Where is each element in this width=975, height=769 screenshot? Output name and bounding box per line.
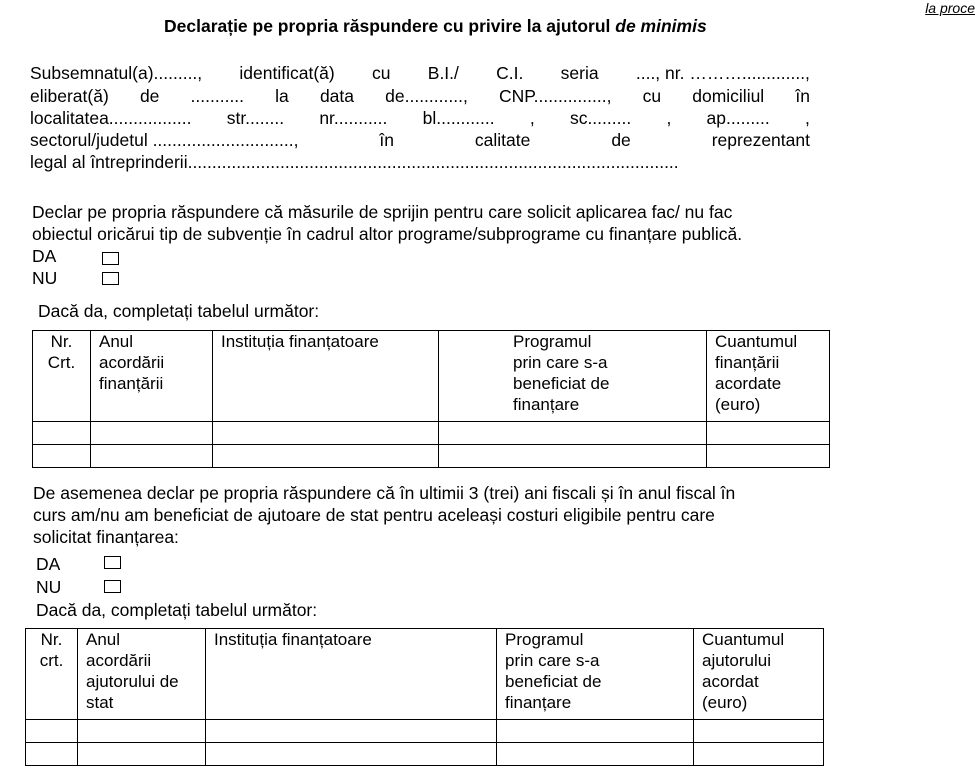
header-anul-acordarii (91, 331, 213, 422)
table-cell[interactable] (91, 445, 213, 468)
table-cell[interactable] (497, 720, 694, 743)
section2-option-nu-label: NU (36, 577, 62, 597)
word: C.I. (496, 63, 524, 83)
header-line: Nr. (40, 630, 63, 649)
table-cell[interactable] (78, 720, 206, 743)
section2-statement-line-3: solicitat finanțarea: (33, 527, 179, 547)
section2-nu-checkbox[interactable] (104, 580, 121, 593)
word: în (795, 86, 810, 106)
identity-line-1 (30, 63, 810, 84)
table-cell[interactable] (206, 720, 497, 743)
section2-statement-line-1: De asemenea declar pe propria răspundere că în ultimii 3 (trei) ani fiscali și în anul fiscal în (33, 483, 736, 503)
section1-statement-line-1: Declar pe propria răspundere că măsurile de sprijin pentru care solicit aplicarea fac/ nu fac (32, 202, 733, 222)
word: bl............ (422, 108, 495, 128)
document-title (164, 16, 707, 37)
header-line: acordat (702, 672, 759, 691)
table-row (26, 720, 824, 743)
section1-funding-table (32, 330, 830, 468)
section2-statement-line-2: curs am/nu am beneficiat de ajutoare de stat pentru aceleași costuri eligibile pentru care (33, 505, 715, 525)
word: ...., nr. ………............., (635, 63, 810, 83)
header-line: Instituția finanțatoare (214, 630, 372, 649)
section1-nu-checkbox[interactable] (102, 272, 119, 285)
table-cell[interactable] (33, 445, 91, 468)
header-institutia-finantatoare (206, 629, 497, 720)
word: localitatea................. (30, 108, 192, 128)
word: , (529, 108, 535, 128)
word: de (139, 86, 160, 106)
word: seria (560, 63, 599, 83)
table-header-row (26, 629, 824, 720)
word: de (611, 130, 631, 150)
table-cell[interactable] (439, 422, 707, 445)
table-cell[interactable] (33, 422, 91, 445)
section1-table-intro: Dacă da, completați tabelul următor: (38, 301, 320, 321)
header-line: finanțare (505, 693, 572, 712)
section2-da-checkbox[interactable] (104, 556, 121, 569)
header-line: (euro) (702, 693, 748, 712)
header-line: acordării (99, 353, 165, 372)
word: , (805, 108, 810, 128)
header-line: acordării (86, 651, 152, 670)
section2-state-aid-table (25, 628, 824, 766)
word: cu (642, 86, 662, 106)
word: sectorul/judetul ............................., (30, 130, 299, 150)
header-line: acordate (715, 374, 782, 393)
header-line: finanțării (715, 353, 780, 372)
header-line: ajutorului de (86, 672, 179, 691)
header-anul-acordarii (78, 629, 206, 720)
header-line: ajutorului (702, 651, 771, 670)
header-cuantumul (707, 331, 830, 422)
table-cell[interactable] (707, 445, 830, 468)
word: sc......... (569, 108, 632, 128)
word: în (379, 130, 394, 150)
section1-da-checkbox[interactable] (102, 252, 119, 265)
header-line: prin care s-a (505, 651, 600, 670)
header-line: finanțării (99, 374, 164, 393)
header-line: Programul (505, 630, 584, 649)
header-line: crt. (39, 651, 64, 670)
table-cell[interactable] (26, 720, 78, 743)
table-cell[interactable] (694, 743, 824, 766)
identity-line-3 (30, 108, 810, 129)
header-line: Cuantumul (702, 630, 785, 649)
section2-option-da-label: DA (36, 554, 61, 574)
header-line: stat (86, 693, 114, 712)
word: de............, (385, 86, 468, 106)
word: B.I./ (427, 63, 459, 83)
identity-line-4 (30, 130, 810, 151)
header-line: finanțare (513, 395, 580, 414)
header-programul (497, 629, 694, 720)
word: la (275, 86, 289, 106)
table-cell[interactable] (26, 743, 78, 766)
table-cell[interactable] (78, 743, 206, 766)
section1-statement-line-2: obiectul oricărui tip de subvenție în cadrul altor programe/subprograme cu finanțare publică. (32, 224, 743, 244)
table-cell[interactable] (497, 743, 694, 766)
word: cu (372, 63, 391, 83)
header-nr-crt (26, 629, 78, 720)
section1-option-da-label: DA (32, 246, 57, 266)
header-line: beneficiat de (505, 672, 602, 691)
word: , (666, 108, 672, 128)
word: data (319, 86, 354, 106)
table-cell[interactable] (694, 720, 824, 743)
identity-line-5: legal al întreprinderii..................................................................................................... (30, 152, 679, 172)
word: calitate (474, 130, 531, 150)
word: identificat(ă) (239, 63, 335, 83)
title-italic-text: de minimis (615, 16, 707, 36)
table-cell[interactable] (213, 422, 439, 445)
header-line: Cuantumul (715, 332, 798, 351)
table-row (26, 743, 824, 766)
header-cuantumul (694, 629, 824, 720)
title-text: Declarație pe propria răspundere cu privire la ajutorul (164, 16, 616, 36)
section2-table-intro: Dacă da, completați tabelul următor: (36, 600, 318, 620)
corner-link[interactable]: la proce (925, 0, 975, 16)
table-cell[interactable] (213, 445, 439, 468)
header-line: prin care s-a (513, 353, 608, 372)
header-line: Anul (99, 332, 134, 351)
table-cell[interactable] (439, 445, 707, 468)
header-line: (euro) (715, 395, 761, 414)
header-institutia-finantatoare (213, 331, 439, 422)
header-programul (439, 331, 707, 422)
word: nr........... (319, 108, 388, 128)
header-nr-crt (33, 331, 91, 422)
table-row (33, 445, 830, 468)
table-header-row (33, 331, 830, 422)
word: reprezentant (711, 130, 810, 150)
table-cell[interactable] (707, 422, 830, 445)
table-row (33, 422, 830, 445)
header-line: Instituția finanțatoare (221, 332, 379, 351)
word: ap......... (706, 108, 770, 128)
word: domiciliul (692, 86, 765, 106)
word: str........ (226, 108, 285, 128)
word: ........... (190, 86, 245, 106)
word: Subsemnatul(a)........., (30, 63, 203, 83)
header-line: Anul (86, 630, 121, 649)
header-line: Nr. (50, 332, 73, 351)
header-line: beneficiat de (513, 374, 610, 393)
header-line: Programul (513, 332, 592, 351)
table-cell[interactable] (91, 422, 213, 445)
header-line: Crt. (47, 353, 76, 372)
word: eliberat(ă) (30, 86, 109, 106)
identity-line-2 (30, 86, 810, 107)
word: CNP..............., (498, 86, 612, 106)
table-cell[interactable] (206, 743, 497, 766)
section1-option-nu-label: NU (32, 268, 58, 288)
